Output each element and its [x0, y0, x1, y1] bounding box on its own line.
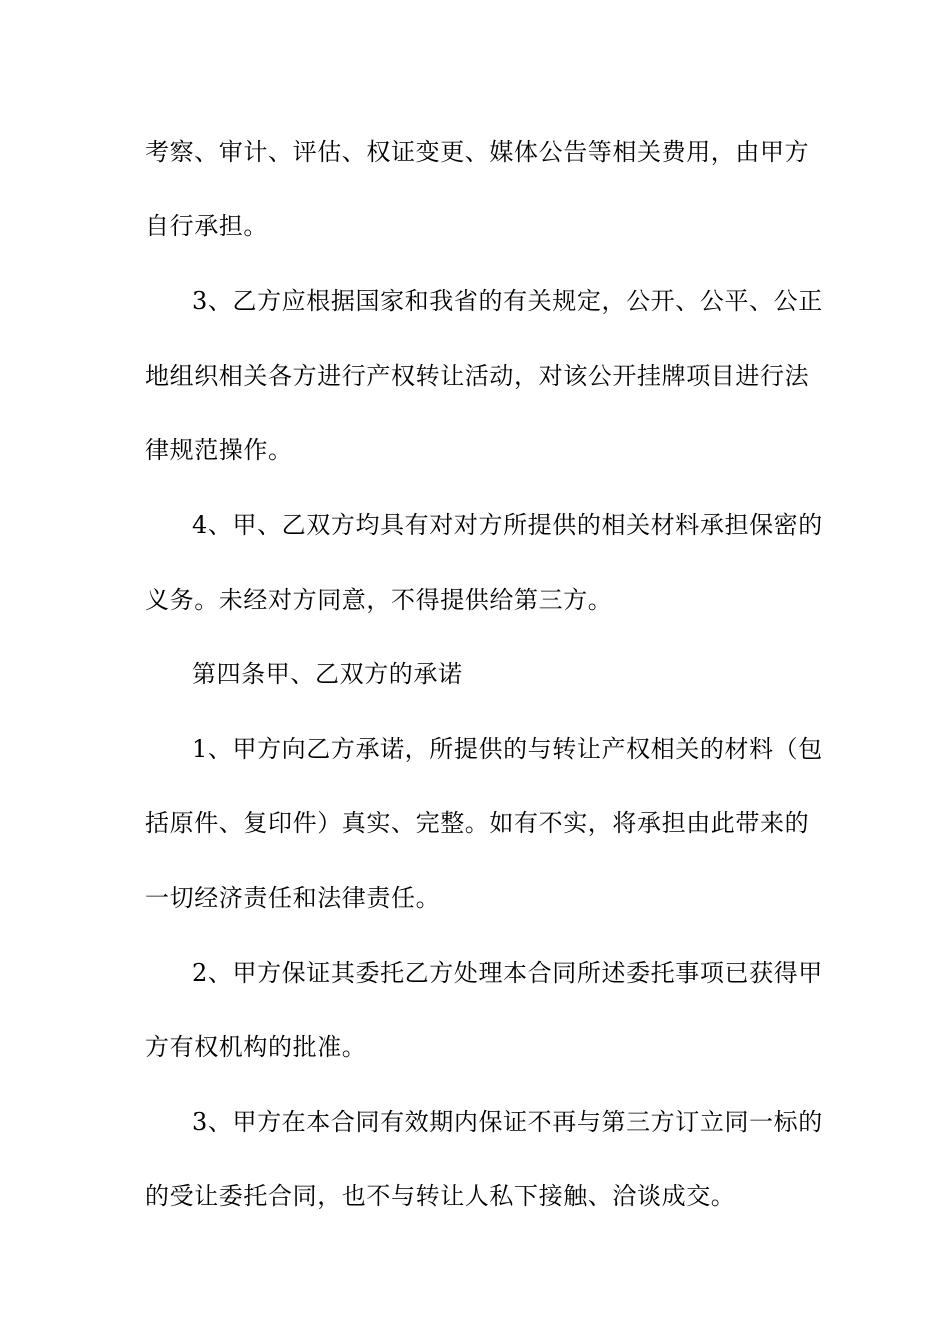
text-line: 括原件、复印件）真实、完整。如有不实，将承担由此带来的	[145, 809, 810, 837]
text-line: 地组织相关各方进行产权转让活动，对该公开挂牌项目进行法	[145, 362, 810, 390]
text-line: 义务。未经对方同意，不得提供给第三方。	[145, 586, 613, 614]
text-line: 方有权机构的批准。	[145, 1033, 367, 1061]
paragraph-1-start: 1、甲方向乙方承诺，所提供的与转让产权相关的材料（包	[192, 735, 823, 763]
text-line: 考察、审计、评估、权证变更、媒体公告等相关费用，由甲方	[145, 138, 810, 166]
paragraph-3-start: 3、乙方应根据国家和我省的有关规定，公开、公平、公正	[192, 287, 823, 315]
text-line: 律规范操作。	[145, 436, 293, 464]
text-line: 一切经济责任和法律责任。	[145, 884, 441, 912]
paragraph-4-start: 4、甲、乙双方均具有对对方所提供的相关材料承担保密的	[192, 511, 823, 539]
section-heading: 第四条甲、乙双方的承诺	[192, 660, 463, 688]
paragraph-3b-start: 3、甲方在本合同有效期内保证不再与第三方订立同一标的	[192, 1108, 823, 1136]
text-line: 自行承担。	[145, 212, 268, 240]
paragraph-2-start: 2、甲方保证其委托乙方处理本合同所述委托事项已获得甲	[192, 959, 823, 987]
text-line: 的受让委托合同，也不与转让人私下接触、洽谈成交。	[145, 1182, 736, 1210]
